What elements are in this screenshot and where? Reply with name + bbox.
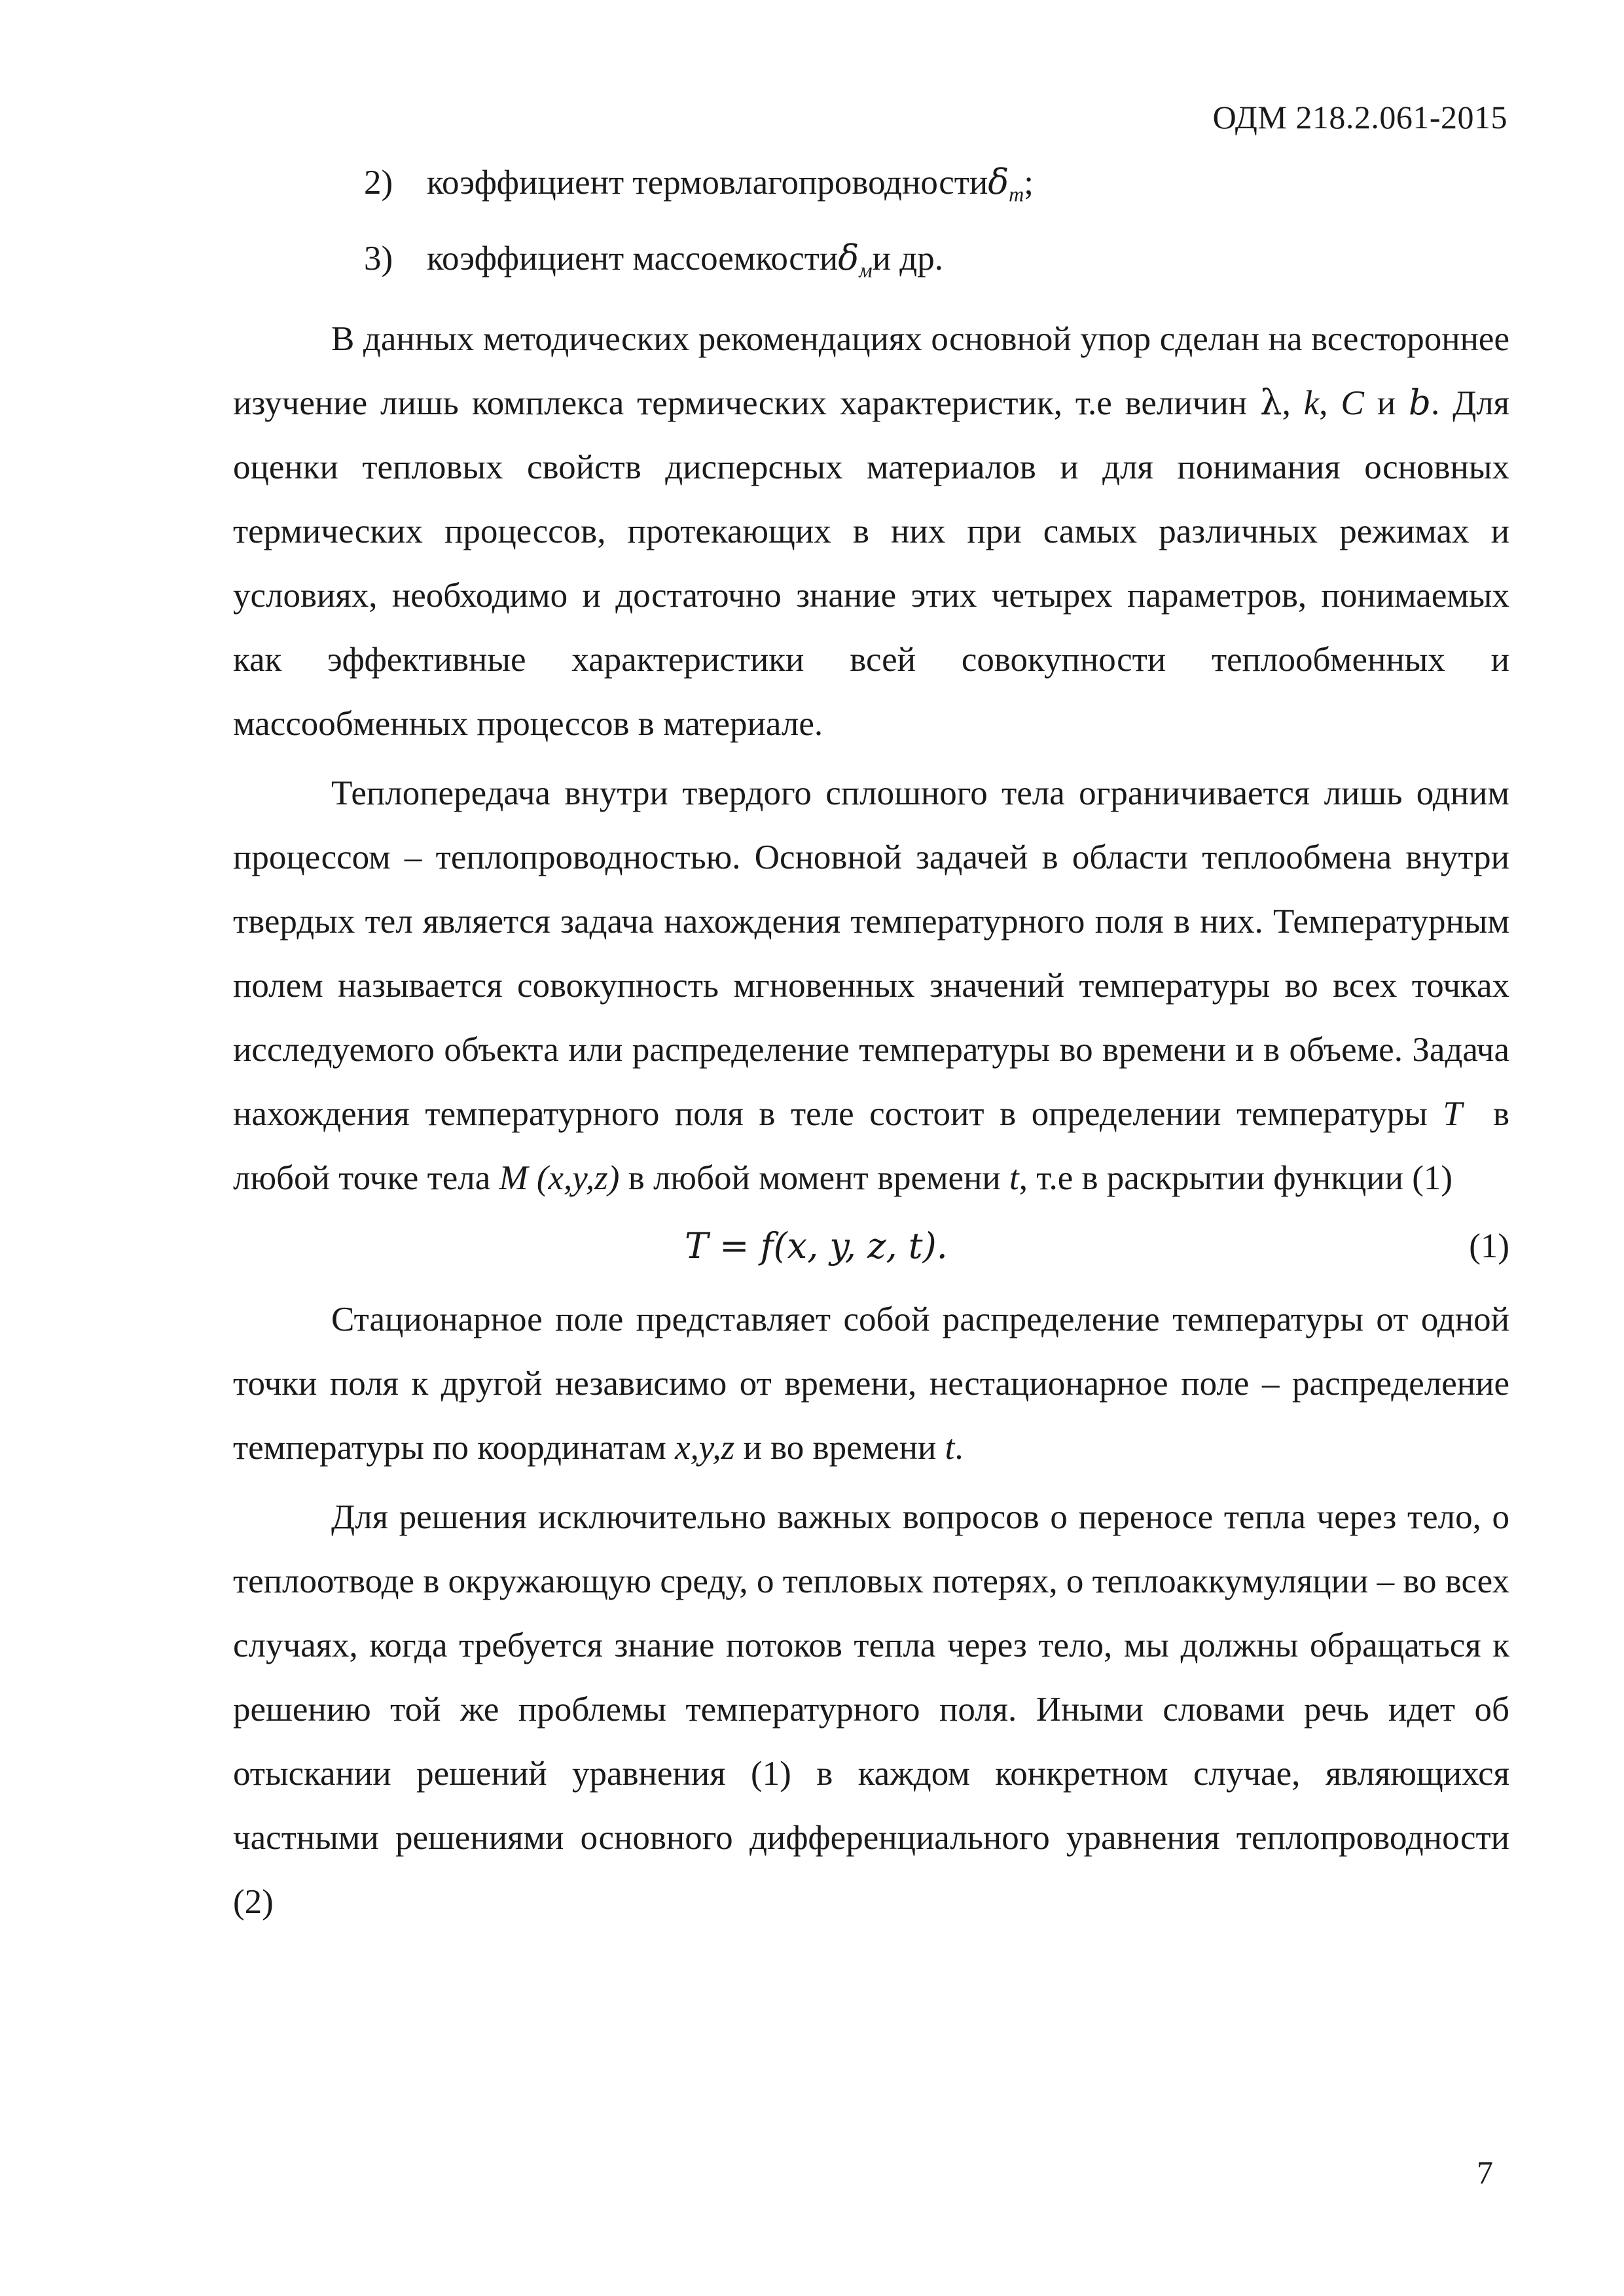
paragraph-text: В данных методических рекомендациях основной упор сделан на всестороннее изучение лишь комплекса термических характеристик, т.е величин xyxy=(233,320,1509,423)
equation-formula: T = f(x, y, z, t). xyxy=(685,1225,948,1267)
conjunction-text: и xyxy=(1377,384,1396,423)
paragraph-text: в любой точке тела xyxy=(233,1095,1510,1198)
paragraph-text: в любой момент времени xyxy=(628,1159,1001,1198)
coordinates-symbol: x,y,z xyxy=(675,1429,735,1467)
lambda-symbol: λ xyxy=(1260,383,1282,423)
list-item-text: коэффициент термовлагопроводности xyxy=(427,164,988,202)
time-symbol: t xyxy=(1009,1159,1019,1198)
t-symbol: T xyxy=(1443,1095,1462,1134)
paragraph-text: и во времени xyxy=(743,1429,937,1467)
list-item-text: коэффициент массоемкости xyxy=(427,239,839,278)
k-symbol: k xyxy=(1303,384,1320,423)
list-item-tail: и др. xyxy=(872,239,943,278)
list-item xyxy=(233,151,1509,226)
c-symbol: C xyxy=(1341,384,1364,423)
paragraph-text: . xyxy=(954,1429,964,1467)
paragraph-temperature-field xyxy=(233,761,1509,1210)
document-body xyxy=(233,151,1509,1934)
paragraph-text: Стационарное поле представляет собой распределение температуры от одной точки поля к другой независимо от времени, нестационарное поле – распределение температуры по координатам xyxy=(233,1300,1509,1467)
paragraph-heat-transfer: Для решения исключительно важных вопросов о переносе тепла через тело, о теплоотводе в окружающую среду, о тепловых потерях, о теплоаккумуляции – во всех случаях, когда требуется знание потоков тепла через тело, мы должны обращаться к решению той же проблемы температурного поля. Иными словами речь идет об отыскании решений уравнения (1) в каждом конкретном случае, являющихся частными решениями основного дифференциального уравнения теплопроводности (2) xyxy=(233,1498,1509,1922)
list-item-tail: ; xyxy=(1024,164,1034,202)
list-item-number: 3) xyxy=(364,239,393,278)
paragraph-text: Теплопередача внутри твердого сплошного тела ограничивается лишь одним процессом – теплопроводностью. Основной задачей в области теплообмена внутри твердых тел является задача нахождения температурного поля в них. Температурным полем называется совокупность мгновенных значений температуры во всех точках исследуемого объекта или распределение температуры во времени и в объеме. Задача нахождения температурного поля в теле состоит в определении температуры xyxy=(233,774,1509,1134)
symbol-subscript: м xyxy=(859,258,873,282)
delta-symbol: δ xyxy=(838,238,859,278)
paragraph-thermal-characteristics: В данных методических рекомендациях основной упор сделан на всестороннее изучение лишь комплекса термических характеристик, т.е величин λ, k, C и b. Для оценки тепловых свойств дисперсных материалов и для понимания основных термических процессов, протекающих в них при самых различных режимах и условиях, необходимо и достаточно знание этих четырех параметров, понимаемых как эффективные характеристики всей совокупности теплообменных и массообменных процессов в материале. xyxy=(233,320,1510,744)
list-item-number: 2) xyxy=(364,164,393,202)
b-symbol: b xyxy=(1409,383,1431,423)
equation-row xyxy=(233,1214,1509,1286)
page-number: 7 xyxy=(1477,2154,1493,2191)
paragraph-stationary-field xyxy=(233,1287,1509,1480)
time-symbol: t xyxy=(945,1429,955,1467)
equation-number: (1) xyxy=(1469,1227,1509,1266)
point-m-symbol: M (x,y,z) xyxy=(499,1159,620,1198)
paragraph-text: . Для оценки тепловых свойств дисперсных материалов и для понимания основных термических процессов, протекающих в них при самых различных режимах и условиях, необходимо и достаточно знание этих четырех параметров, понимаемых как эффективные характеристики всей совокупности теплообменных и массообменных процессов в материале. xyxy=(233,384,1510,744)
list-item xyxy=(233,226,1509,302)
document-code-header: ОДМ 218.2.061-2015 xyxy=(1212,99,1507,135)
symbol-subscript: т xyxy=(1009,182,1024,206)
delta-symbol: δ xyxy=(988,162,1009,202)
paragraph-text: , т.е в раскрытии функции (1) xyxy=(1019,1159,1453,1198)
